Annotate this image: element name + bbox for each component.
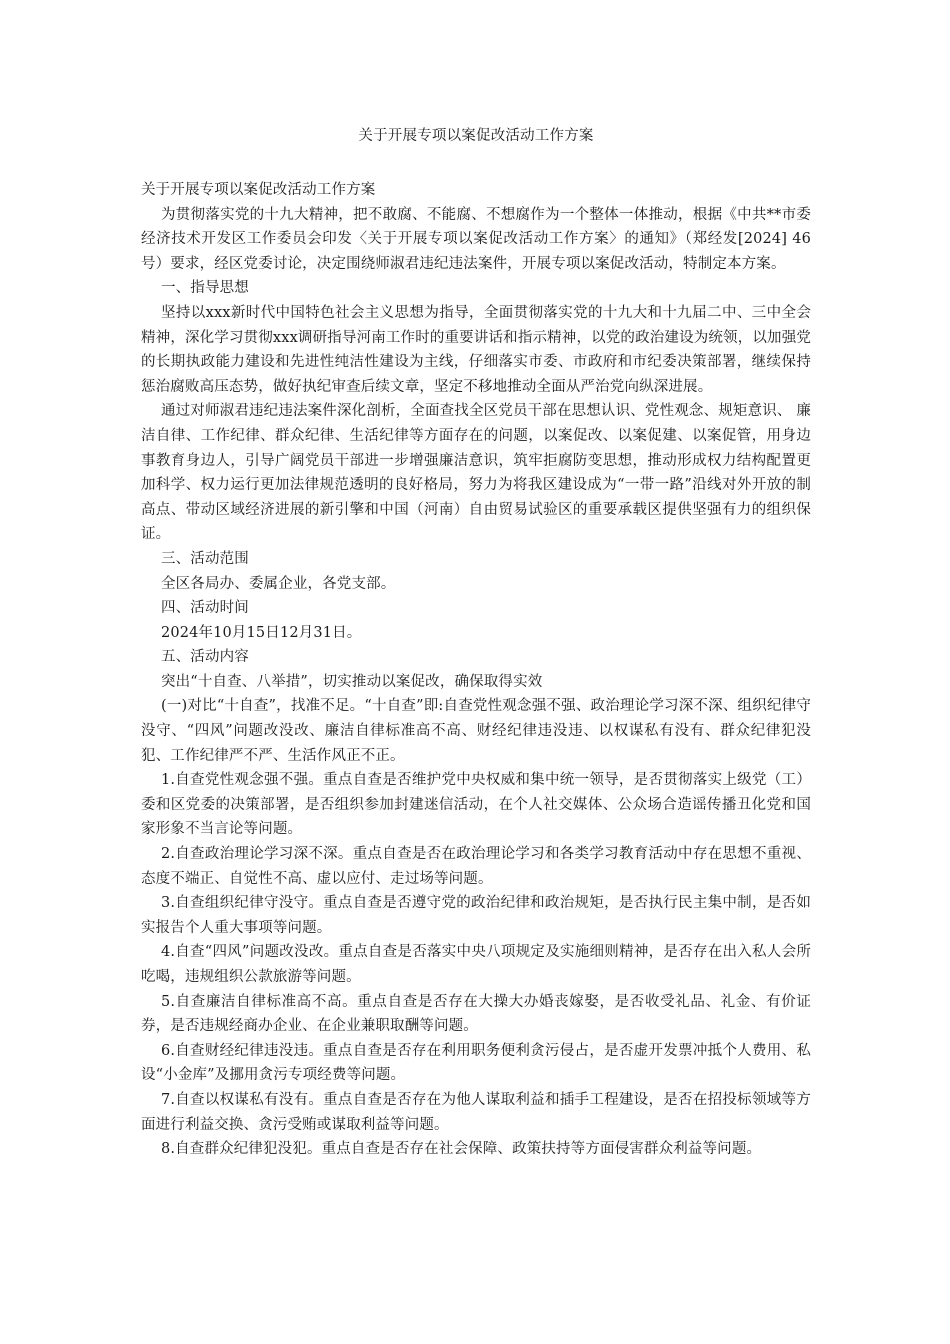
paragraph: 全区各局办、委属企业，各党支部。 <box>161 575 396 592</box>
paragraph: 为贯彻落实党的十九大精神，把不敢腐、不能腐、不想腐作为一个整体一体推动，根据《中共**市委经济技术开发区工作委员会印发〈关于开展专项以案促改活动工作方案〉的通知》（郑经发[2024] 46号）要求，经区党委讨论，决定围绕师淑君违纪违法案件，开展专项以案促改活动，特制定本方案。 <box>141 206 811 272</box>
document-title: 关于开展专项以案促改活动工作方案 <box>358 128 594 144</box>
list-item: 5.自查廉洁自律标准高不高。重点自查是否存在大操大办婚丧嫁娶，是否收受礼品、礼金、有价证券，是否违规经商办企业、在企业兼职取酬等问题。 <box>141 993 811 1035</box>
list-item: 2.自查政治理论学习深不深。重点自查是否在政治理论学习和各类学习教育活动中存在思想不重视、态度不端正、自觉性不高、虚以应付、走过场等问题。 <box>141 846 811 887</box>
paragraph: (一)对比“十自查”，找准不足。“十自查”即:自查党性观念强不强、政治理论学习深不深、组织纪律守没守、“四风”问题改没改、廉洁自律标准高不高、财经纪律违没违、以权谋私有没有、群众纪律犯没犯、工作纪律严不严、生活作风正不正。 <box>141 698 811 764</box>
section-heading: 一、指导思想 <box>161 280 249 297</box>
section-heading: 四、活动时间 <box>161 600 249 617</box>
list-item: 4.自查“四风”问题改没改。重点自查是否落实中央八项规定及实施细则精神，是否存在出入私人会所吃喝，违规组织公款旅游等问题。 <box>141 944 811 985</box>
paragraph: 坚持以xxx新时代中国特色社会主义思想为指导，全面贯彻落实党的十九大和十九届二中、三中全会精神，深化学习贯彻xxx调研指导河南工作时的重要讲话和指示精神，以党的政治建设为统领，以加强党的长期执政能力建设和先进性纯洁性建设为主线，仔细落实市委、市政府和市纪委决策部署，继续保持惩治腐败高压态势，做好执纪审查后续文章，坚定不移地推动全面从严治党向纵深进展。 <box>141 304 811 395</box>
section-heading: 五、活动内容 <box>161 649 249 666</box>
section-heading: 三、活动范围 <box>161 550 249 567</box>
paragraph: 2024年10月15日12月31日。 <box>161 624 362 641</box>
paragraph: 突出“十自查、八举措”，切实推动以案促改，确保取得实效 <box>161 673 543 690</box>
paragraph: 通过对师淑君违纪违法案件深化剖析，全面查找全区党员干部在思想认识、党性观念、规矩意识、 廉洁自律、工作纪律、群众纪律、生活纪律等方面存在的问题，以案促改、以案促建、以案促管，用身边事教育身边人，引导广阔党员干部进一步增强廉洁意识，筑牢拒腐防变思想，推动形成权力结构配置更加科学、权力运行更加法律规范透明的良好格局，努力为将我区建设成为“一带一路”沿线对外开放的制高点、带动区域经济进展的新引擎和中国（河南）自由贸易试验区的重要承载区提供坚强有力的组织保证。 <box>141 403 811 543</box>
list-item: 6.自查财经纪律违没违。重点自查是否存在利用职务便利贪污侵占，是否虚开发票冲抵个人费用、私设“小金库”及挪用贪污专项经费等问题。 <box>141 1042 811 1084</box>
list-item: 8.自查群众纪律犯没犯。重点自查是否存在社会保障、政策扶持等方面侵害群众利益等问题。 <box>161 1141 762 1158</box>
list-item: 1.自查党性观念强不强。重点自查是否维护党中央权威和集中统一领导，是否贯彻落实上级党（工）委和区党委的决策部署，是否组织参加封建迷信活动，在个人社交媒体、公众场合造谣传播丑化党和国家形象不当言论等问题。 <box>141 772 811 838</box>
paragraph-heading: 关于开展专项以案促改活动工作方案 <box>141 182 376 198</box>
document-body <box>141 178 811 1162</box>
list-item: 3.自查组织纪律守没守。重点自查是否遵守党的政治纪律和政治规矩，是否执行民主集中制，是否如实报告个人重大事项等问题。 <box>141 895 811 936</box>
document-page <box>141 124 811 1162</box>
list-item: 7.自查以权谋私有没有。重点自查是否存在为他人谋取利益和插手工程建设，是否在招投标领域等方面进行利益交换、贪污受贿或谋取利益等问题。 <box>141 1091 811 1133</box>
